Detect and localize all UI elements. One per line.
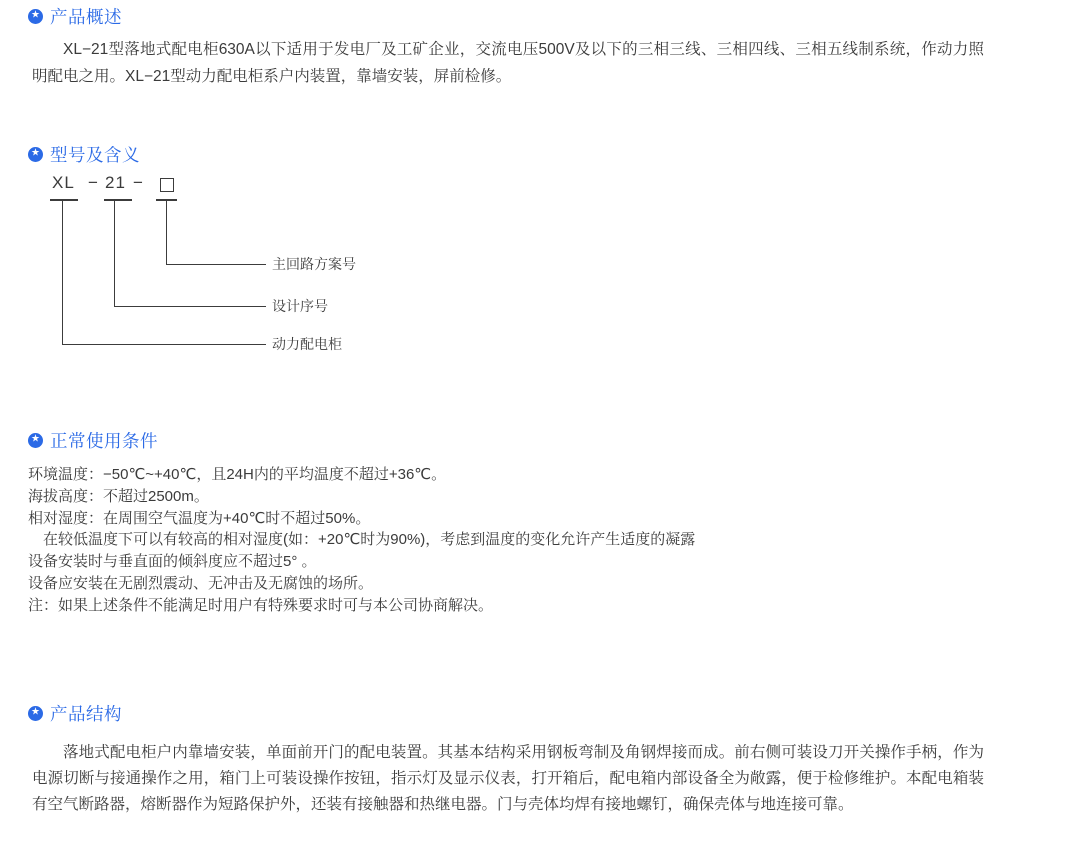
section-header-structure — [28, 703, 122, 723]
section-bullet-icon — [28, 706, 43, 721]
model-code-series: 21 — [105, 173, 126, 192]
model-label-power-cabinet: 动力配电柜 — [272, 336, 342, 352]
section-header-overview — [28, 6, 122, 26]
section-title-overview: 产品概述 — [50, 6, 122, 27]
section-bullet-icon — [28, 147, 43, 162]
section-header-model — [28, 144, 140, 164]
diagram-leader-line — [62, 344, 267, 346]
overview-paragraph: XL−21型落地式配电柜630A以下适用于发电厂及工矿企业，交流电压500V及以下的三相三线、三相四线、三相五线制系统，作动力照明配电之用。XL−21型动力配电柜系户内装置，靠墙安装，屏前检修。 — [32, 41, 984, 85]
condition-altitude: 海拔高度：不超过2500m。 — [28, 487, 209, 505]
condition-installation-site: 设备应安装在无剧烈震动、无冲击及无腐蚀的场所。 — [28, 574, 374, 592]
model-code-dash: − — [88, 173, 99, 192]
condition-relative-humidity: 相对湿度：在周围空气温度为+40℃时不超过50%。 — [28, 509, 371, 527]
diagram-leader-line — [114, 306, 267, 308]
model-label-design-serial: 设计序号 — [272, 298, 328, 314]
star-icon: ★ — [31, 433, 40, 445]
star-icon: ★ — [31, 147, 40, 159]
condition-humidity-note: 在较低温度下可以有较高的相对湿度(如：+20℃时为90%)，考虑到温度的变化允许产生适度的凝露 — [43, 531, 696, 549]
model-designation-diagram — [0, 172, 440, 360]
model-code-dash: − — [133, 173, 144, 192]
structure-paragraph: 落地式配电柜户内靠墙安装，单面前开门的配电装置。其基本结构采用钢板弯制及角钢焊接而成。前右侧可装设刀开关操作手柄，作为电源切断与接通操作之用，箱门上可装设操作按钮，指示灯及显示仪表，打开箱后，配电箱内部设备全为敞露，便于检修维护。本配电箱装有空气断路器，熔断器作为短路保护外，还装有接触器和热继电器。门与壳体均焊有接地螺钉，确保壳体与地连接可靠。 — [32, 744, 984, 813]
diagram-underline — [104, 199, 132, 201]
star-icon: ★ — [31, 706, 40, 718]
section-title-conditions: 正常使用条件 — [50, 430, 158, 451]
diagram-underline — [50, 199, 78, 201]
condition-tilt: 设备安装时与垂直面的倾斜度应不超过5° 。 — [28, 553, 317, 571]
model-code-prefix: XL — [52, 173, 75, 192]
section-header-conditions — [28, 430, 158, 450]
star-icon: ★ — [31, 9, 40, 21]
section-title-model: 型号及含义 — [50, 144, 140, 165]
model-placeholder-box-icon — [160, 178, 174, 192]
condition-ambient-temperature: 环境温度：−50℃~+40℃，且24H内的平均温度不超过+36℃。 — [28, 466, 447, 483]
diagram-leader-line — [62, 199, 64, 345]
diagram-leader-line — [166, 264, 267, 266]
section-title-structure: 产品结构 — [50, 703, 122, 724]
diagram-leader-line — [114, 199, 116, 307]
model-label-main-circuit-scheme: 主回路方案号 — [272, 256, 356, 272]
section-bullet-icon — [28, 433, 43, 448]
condition-special-note: 注：如果上述条件不能满足时用户有特殊要求时可与本公司协商解决。 — [28, 596, 494, 614]
conditions-list — [28, 464, 1018, 617]
diagram-leader-line — [166, 199, 168, 265]
section-bullet-icon — [28, 9, 43, 24]
